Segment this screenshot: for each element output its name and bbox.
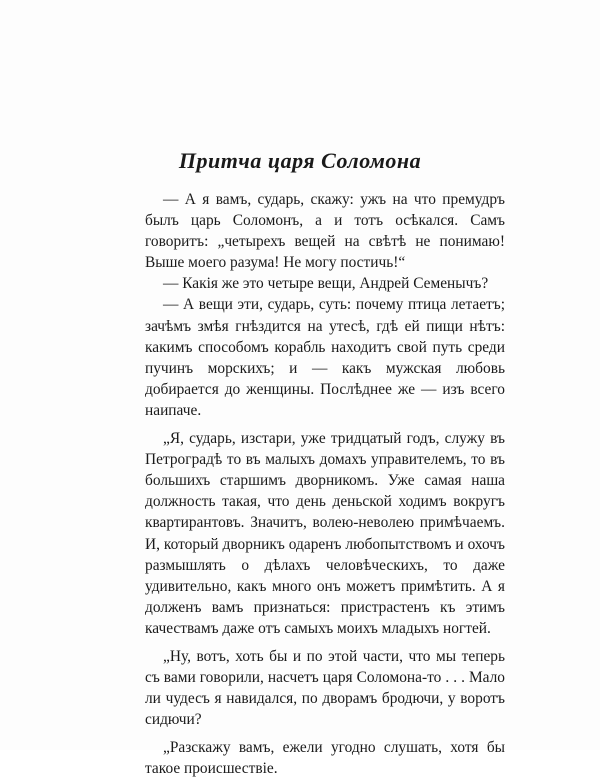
paragraph: — Какія же это четыре вещи, Андрей Семенычъ? [163,275,489,293]
paragraph: — А вещи эти, сударь, суть: почему птица летаетъ; зачѣмъ змѣя гнѣздится на утесѣ, гдѣ ей пищи нѣтъ: какимъ способомъ корабль находитъ свой путь среди пучинъ морскихъ; и — какъ мужская любовь добирается до женщины. Послѣднее же — изъ всего наипаче. [145,296,505,419]
paragraph: „Разскажу вамъ, ежели угодно слушать, хотя бы такое происшествіе. [145,739,505,778]
paragraph: „Ну, вотъ, хоть бы и по этой части, что мы теперь съ вами говорили, насчетъ царя Соломона-то . . . Мало ли чудесъ я навидался, по дворамъ бродючи, у воротъ сидючи? [145,647,505,729]
paragraph: „Я, сударь, изстари, ужe тридцатый годъ, служу въ Петроградѣ то въ малыхъ домахъ управителемъ, то въ большихъ старшимъ дворникомъ. Уже самая наша должность такая, что день деньской ходимъ вокругъ квартирантовъ. Значитъ, волею-неволею примѣчаемъ. И, который дворникъ одаренъ любопытствомъ и охочъ размышлять о дѣлахъ человѣческихъ, то даже удивительно, какъ много онъ можетъ примѣтить. А я долженъ вамъ признаться: пристрастенъ къ этимъ качествамъ даже отъ самыхъ моихъ младыхъ ногтей. [145,430,505,637]
body-text [145,189,505,780]
paragraph: — А я вамъ, сударь, скажу: ужъ на что премудръ былъ царь Соломонъ, а и тотъ осѣкался. Самъ говоритъ: „четырехъ вещей на свѣтѣ не понимаю! Выше моего разума! Не могу постичь!“ [145,191,505,272]
chapter-title: Притча царя Соломона [178,148,422,173]
